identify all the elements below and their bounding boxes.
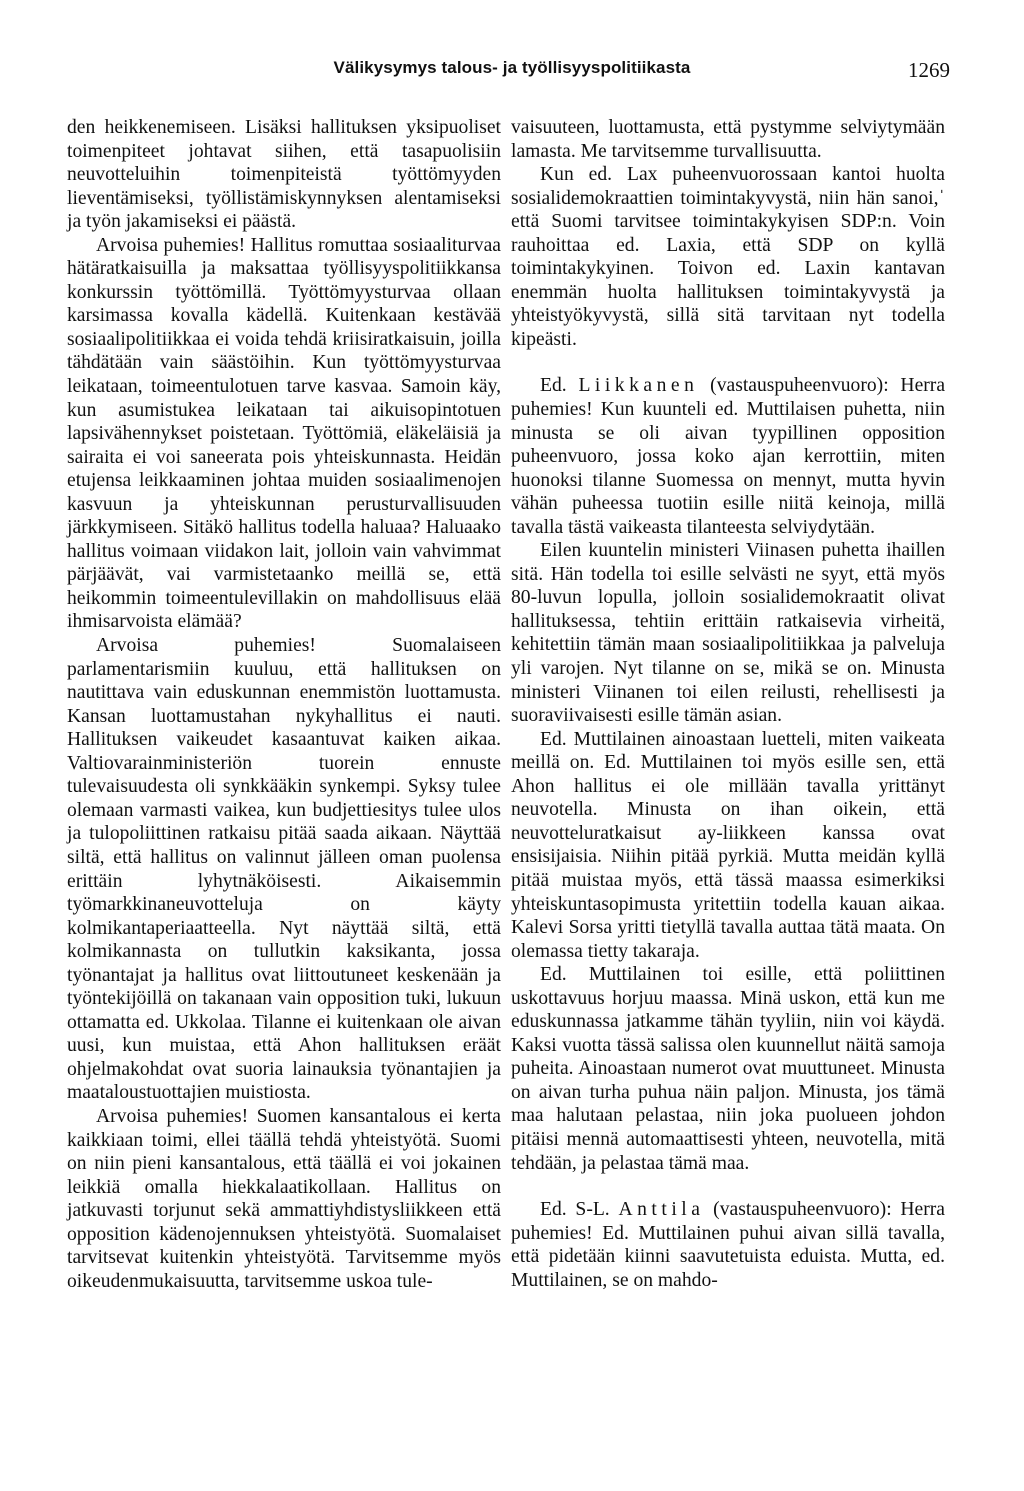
right-column [511,116,945,1292]
paragraph: Arvoisa puhemies! Suomalaiseen parlamentarismiin kuuluu, että hallituksen on nautittava vain eduskunnan enemmistön luottamusta. Kansan luottamustahan nykyhallitus ei nauti. Hallituksen vaikeudet kasaantuvat kaiken aikaa. Valtiovarainministeriön tuorein ennuste tulevaisuudesta oli synkkääkin synkempi. Syksy tulee olemaan varmasti vaikea, kun budjettiesitys tulee ulos ja tulopoliittinen ratkaisu pitää saada aikaan. Näyttää siltä, että hallitus on valinnut jälleen oman puolensa erittäin lyhytnäköisesti. Aikaisemmin työmarkkinaneuvotteluja on käyty kolmikantaperiaatteella. Nyt näyttää siltä, että kolmikannasta on tullutkin kaksikanta, jossa työnantajat ja hallitus ovat liittoutuneet keskenään ja työntekijöillä on takanaan vain opposition tuki, lukuun ottamatta ed. Ukkolaa. Tilanne ei kuitenkaan ole aivan uusi, kun muistaa, että Ahon hallituksen eräät ohjelmakohdat ovat suoria lainauksia työnantajien ja maataloustuottajien muistiosta. [67,635,501,1104]
speaker-name: Liikkanen [578,375,699,397]
paragraph: Arvoisa puhemies! Hallitus romuttaa sosiaaliturvaa hätäratkaisuilla ja maksattaa työllisyyspolitiikkansa konkurssin työttömillä. Työttömyysturvaa ollaan karsimassa kovalla kädellä. Kuitenkaan kestävää sosiaalipolitiikkaa ei voida tehdä kriisiratkaisuin, joilla tähdätään vain säästöihin. Kun työttömyysturvaa leikataan, toimeentulotuen tarve kasvaa. Samoin käy, kun asumistukea leikataan tai aikuisopintotuen lapsivähennykset poistetaan. Työttömiä, eläkeläisiä ja sairaita ei voi saneerata pois yhteiskunnasta. Heidän etujensa leikkaaminen johtaa muiden sosiaalimenojen kasvuun ja yhteiskunnan perusturvallisuuden järkkymiseen. Sitäkö hallitus todella haluaa? Haluaako hallitus voimaan viidakon lait, jolloin vain vahvimmat pärjäävät, vai varmistetaanko meillä se, että heikommin toimeentulevillakin on mahdollisuus elää ihmisarvoista elämää? [67,234,501,633]
speaker-name: Anttila [618,1199,705,1221]
running-title: Välikysymys talous- ja työllisyyspolitiikasta [333,58,691,77]
paragraph: vaisuuteen, luottamusta, että pystymme selviytymään lamasta. Me tarvitsemme turvallisuutta. [511,117,945,162]
speech-text: Herra puhemies! Kun kuunteli ed. Muttilaisen puhetta, niin minusta se oli aivan tyypillinen opposition puheenvuoro, jossa koko ajan kerrottiin, miten huonoksi tilanne Suomessa on mennyt, mutta hyvin vähän puheessa tuotiin esille niitä keinoja, millä tavalla tästä vaikeasta tilanteesta selviydytään. [511,375,946,538]
speech-text: Herra puhemies! Ed. Muttilainen puhui aivan sillä tavalla, että pidetään kiinni saavutetuista eduista. Mutta, ed. Muttilainen, se on mahdo- [511,1199,945,1291]
left-column [67,116,501,1293]
speaker-role: (vastauspuheenvuoro): [710,375,889,397]
page-header [0,58,1024,88]
speaker-prefix: Ed. [540,375,567,397]
speaker-role: (vastauspuheenvuoro): [713,1199,892,1221]
speech-liikkanen-opening [511,374,945,539]
paragraph: den heikkenemiseen. Lisäksi hallituksen yksipuoliset toimenpiteet johtavat siihen, että tasapuolisiin neuvotteluihin toimenpiteistä työttömyyden lieventämiseksi, työllistämiskynnyksen alentamiseksi ja työn jakamiseksi ei päästä. [67,117,501,233]
paragraph: Ed. Muttilainen toi esille, että poliittinen uskottavuus horjuu maassa. Minä uskon, että kun me eduskunnassa jatkamme tähän tyyliin, niin voi käydä. Kaksi vuotta tässä salissa olen kuunnellut näitä samoja puheita. Ainoastaan numerot ovat muuttuneet. Minusta on aivan turha puhua näin paljon. Minusta, jos tämä maa halutaan pelastaa, niin joka puolueen johdon pitäisi mennä automaattisesti yhteen, neuvotella, mitä tehdään, ja pelastaa tämä maa. [511,964,945,1174]
paragraph: Kun ed. Lax puheenvuorossaan kantoi huolta sosialidemokraattien toimintakyvystä, niin hän sanoi,ˈ että Suomi tarvitsee toimintakykyisen SDP:n. Voin rauhoittaa ed. Laxia, että SDP on kyllä toimintakykyinen. Toivon ed. Laxin kantavan enemmän huolta hallituksen toimintakyvystä ja yhteistyökyvystä, sillä sitä tarvitaan nyt todella kipeästi. [511,164,945,350]
speech-anttila-opening [511,1198,945,1292]
paragraph: Ed. Muttilainen ainoastaan luetteli, miten vaikeata meillä on. Ed. Muttilainen toi myös esille sen, että Ahon hallitus ei ole millään tavalla yrittänyt neuvotella. Minusta on ihan oikein, että neuvotteluratkaisut ay-liikkeen kanssa ovat ensisijaisia. Niihin pitää pyrkiä. Mutta meidän kyllä pitää muistaa myös, että tässä maassa esimerkiksi yhteiskuntasopimusta yritettiin todella kauan aikaa. Kalevi Sorsa yritti tietyllä tavalla auttaa tätä maata. On olemassa tietty takaraja. [511,728,945,962]
page-number: 1269 [908,58,950,82]
speaker-prefix: Ed. S-L. [540,1199,610,1221]
paragraph: Eilen kuuntelin ministeri Viinasen puhetta ihaillen sitä. Hän todella toi esille selvästi ne syyt, että myös 80-luvun lopulla, jolloin sosialidemokraatit olivat hallituksessa, tehtiin erittäin ratkaisevia virheitä, kehitettiin tämän maan sosiaalipolitiikkaa ja palveluja yli varojen. Nyt tilanne on se, mikä se on. Minusta ministeri Viinanen toi eilen reilusti, rehellisesti ja suoraviivaisesti esille tämän asian. [511,540,945,727]
paragraph: Arvoisa puhemies! Suomen kansantalous ei kerta kaikkiaan toimi, ellei täällä tehdä yhteistyötä. Suomi on niin pieni kansantalous, että täällä ei voi jokainen leikkiä omalla hiekkalaatikollaan. Hallitus on jatkuvasti torjunut sekä ammattiyhdistysliikkeen että opposition kädenojennuksen yhteistyötä. Suomalaiset tarvitsevat kuitenkin yhteistyötä. Tarvitsemme myös oikeudenmukaisuutta, tarvitsemme uskoa tule- [67,1105,501,1292]
